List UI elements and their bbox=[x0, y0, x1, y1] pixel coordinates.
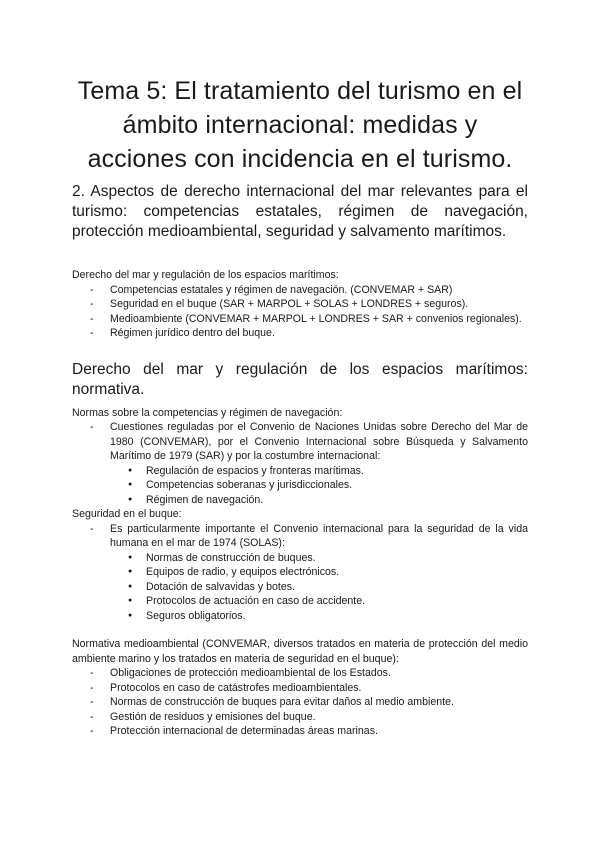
list-item: - Medioambiente (CONVEMAR + MARPOL + LONDRES + SAR + convenios regionales). bbox=[110, 312, 528, 327]
bullet-item: ● Regulación de espacios y fronteras marítimas. bbox=[146, 464, 528, 479]
list-item: - Normas de construcción de buques para evitar daños al medio ambiente. bbox=[110, 695, 528, 710]
section-subtitle: 2. Aspectos de derecho internacional del mar relevantes para el turismo: competencias estatales, régimen de navegación, protección medioambiental, seguridad y salvamento marítimos. bbox=[72, 183, 528, 240]
list-item: - Competencias estatales y régimen de navegación. (CONVEMAR + SAR) bbox=[110, 283, 528, 298]
list-item: - Protección internacional de determinadas áreas marinas. bbox=[110, 724, 528, 739]
list-item bbox=[110, 420, 528, 507]
list-item: - Régimen jurídico dentro del buque. bbox=[110, 326, 528, 341]
seguridad-intro: Seguridad en el buque: bbox=[72, 508, 182, 520]
normas-item-text: Cuestiones reguladas por el Convenio de Naciones Unidas sobre Derecho del Mar de 1980 (CONVEMAR), por el Convenio Internacional sobre Búsqueda y Salvamento Marítimo de 1979 (SAR) y por la costumbre internacional: bbox=[110, 421, 528, 462]
bullet-item: ● Régimen de navegación. bbox=[146, 493, 528, 508]
medio-intro: Normativa medioambiental (CONVEMAR, diversos tratados en materia de protección del medio ambiente marino y los tratados en materia de seguridad en el buque): bbox=[72, 638, 528, 665]
list-item bbox=[110, 522, 528, 624]
list-item: - Gestión de residuos y emisiones del buque. bbox=[110, 710, 528, 725]
bullet-item: ● Competencias soberanas y jurisdiccionales. bbox=[146, 478, 528, 493]
bullet-item: ● Equipos de radio, y equipos electrónicos. bbox=[146, 565, 528, 580]
section1-intro: Derecho del mar y regulación de los espacios marítimos: bbox=[72, 269, 339, 281]
page-title: Tema 5: El tratamiento del turismo en el ámbito internacional: medidas y acciones con incidencia en el turismo. bbox=[77, 77, 523, 173]
normas-list bbox=[72, 420, 528, 507]
section1-list bbox=[72, 283, 528, 341]
bullet-item: ● Dotación de salvavidas y botes. bbox=[146, 580, 528, 595]
bullet-item: ● Protocolos de actuación en caso de accidente. bbox=[146, 594, 528, 609]
section2-heading: Derecho del mar y regulación de los espacios marítimos: normativa. bbox=[72, 360, 528, 398]
bullet-item: ● Seguros obligatorios. bbox=[146, 609, 528, 624]
normas-bullets bbox=[110, 464, 528, 508]
list-item: - Seguridad en el buque (SAR + MARPOL + SOLAS + LONDRES + seguros). bbox=[110, 297, 528, 312]
list-item: - Obligaciones de protección medioambiental de los Estados. bbox=[110, 666, 528, 681]
list-item: - Protocolos en caso de catástrofes medioambientales. bbox=[110, 681, 528, 696]
normas-intro: Normas sobre la competencias y régimen de navegación: bbox=[72, 406, 343, 419]
seguridad-item-text: Es particularmente importante el Convenio internacional para la seguridad de la vida humana en el mar de 1974 (SOLAS): bbox=[110, 522, 528, 549]
bullet-item: ● Normas de construcción de buques. bbox=[146, 551, 528, 566]
medio-list bbox=[72, 666, 528, 739]
seguridad-bullets bbox=[110, 551, 528, 624]
seguridad-list bbox=[72, 522, 528, 624]
